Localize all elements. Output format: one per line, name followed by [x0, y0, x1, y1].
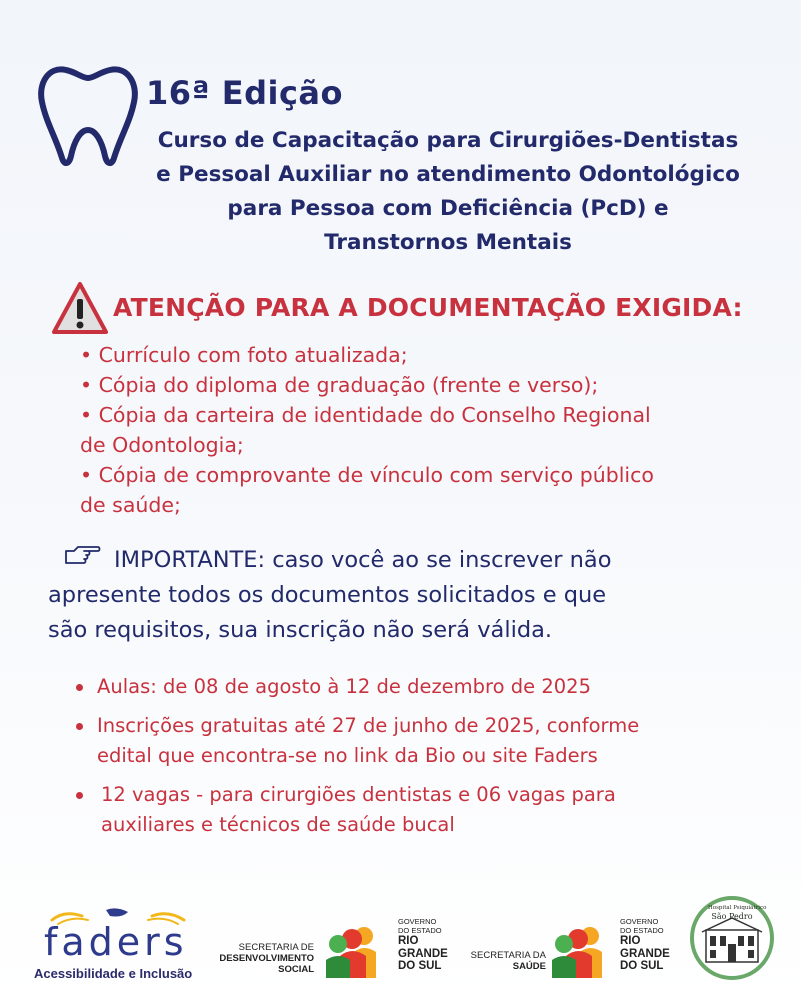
gov-line: GRANDE	[620, 947, 670, 960]
classes-line: Aulas: de 08 de agosto à 12 de dezembro de 2025	[97, 675, 591, 698]
list-item: de saúde;	[80, 493, 181, 517]
course-title-line: para Pessoa com Deficiência (PcD) e	[227, 196, 669, 221]
rs-government-logo-text	[398, 918, 448, 973]
gov-line: RIO	[398, 935, 419, 947]
faders-logo	[34, 900, 210, 990]
classes-item	[74, 672, 784, 702]
secretariat-line: DESENVOLVIMENTO	[219, 953, 314, 964]
secretariat-line: SAÚDE	[512, 961, 546, 972]
attention-heading: ATENÇÃO PARA A DOCUMENTAÇÃO EXIGIDA:	[113, 293, 743, 322]
important-line: apresente todos os documentos solicitados e que	[48, 582, 607, 608]
list-item: de Odontologia;	[80, 433, 244, 457]
footer-logos	[0, 900, 801, 1001]
course-title-line: e Pessoal Auxiliar no atendimento Odontológico	[156, 162, 740, 187]
secretariat-social-development	[218, 942, 314, 975]
government-people-logo	[324, 922, 388, 978]
secretariat-health	[470, 950, 546, 972]
hospital-name	[708, 905, 767, 921]
vacancies-line: 12 vagas - para cirurgiões dentistas e 06 vagas para	[101, 783, 616, 806]
gov-line: DO ESTADO	[398, 925, 442, 935]
registration-item	[74, 711, 784, 771]
secretariat-line: SECRETARIA DE	[238, 942, 314, 953]
list-item: • Currículo com foto atualizada;	[80, 343, 408, 367]
list-item: • Cópia de comprovante de vínculo com serviço público	[80, 463, 654, 487]
course-title	[114, 124, 782, 260]
important-line: são requisitos, sua inscrição não será válida.	[48, 617, 553, 643]
gov-line: DO SUL	[398, 960, 442, 972]
gov-line: DO SUL	[620, 960, 664, 972]
course-title-line: Curso de Capacitação para Cirurgiões-Dentistas	[157, 128, 739, 153]
registration-line: Inscrições gratuitas até 27 de junho de 2025, conforme	[97, 714, 640, 737]
government-people-logo	[550, 922, 614, 978]
list-item: • Cópia do diploma de graduação (frente e verso);	[80, 373, 599, 397]
required-documents-list	[80, 340, 780, 520]
secretariat-line: SOCIAL	[278, 964, 314, 975]
faders-tagline: Acessibilidade e Inclusão	[34, 966, 193, 981]
course-info-list	[74, 672, 784, 849]
hospital-name-line: Hospital Psiquiátrico	[708, 905, 767, 911]
gov-line: RIO	[620, 935, 641, 947]
edition-heading: 16ª Edição	[146, 74, 343, 112]
important-line: IMPORTANTE: caso você ao se inscrever não	[114, 547, 612, 573]
gov-line: GOVERNO	[620, 917, 659, 926]
gov-line: DO ESTADO	[620, 925, 664, 935]
rs-government-logo-text	[620, 918, 670, 973]
secretariat-line: SECRETARIA DA	[470, 950, 546, 961]
list-item: • Cópia da carteira de identidade do Conselho Regional	[80, 403, 651, 427]
gov-line: GRANDE	[398, 947, 448, 960]
vacancies-item	[74, 780, 784, 840]
gov-line: GOVERNO	[398, 917, 437, 926]
warning-triangle-icon	[52, 281, 108, 335]
faders-wordmark: faders	[44, 920, 188, 964]
registration-line: edital que encontra-se no link da Bio ou site Faders	[97, 744, 598, 767]
vacancies-line: auxiliares e técnicos de saúde bucal	[101, 813, 455, 836]
hospital-name-line: São Pedro	[711, 912, 753, 921]
important-notice	[48, 543, 768, 648]
course-title-line: Transtornos Mentais	[324, 230, 572, 255]
